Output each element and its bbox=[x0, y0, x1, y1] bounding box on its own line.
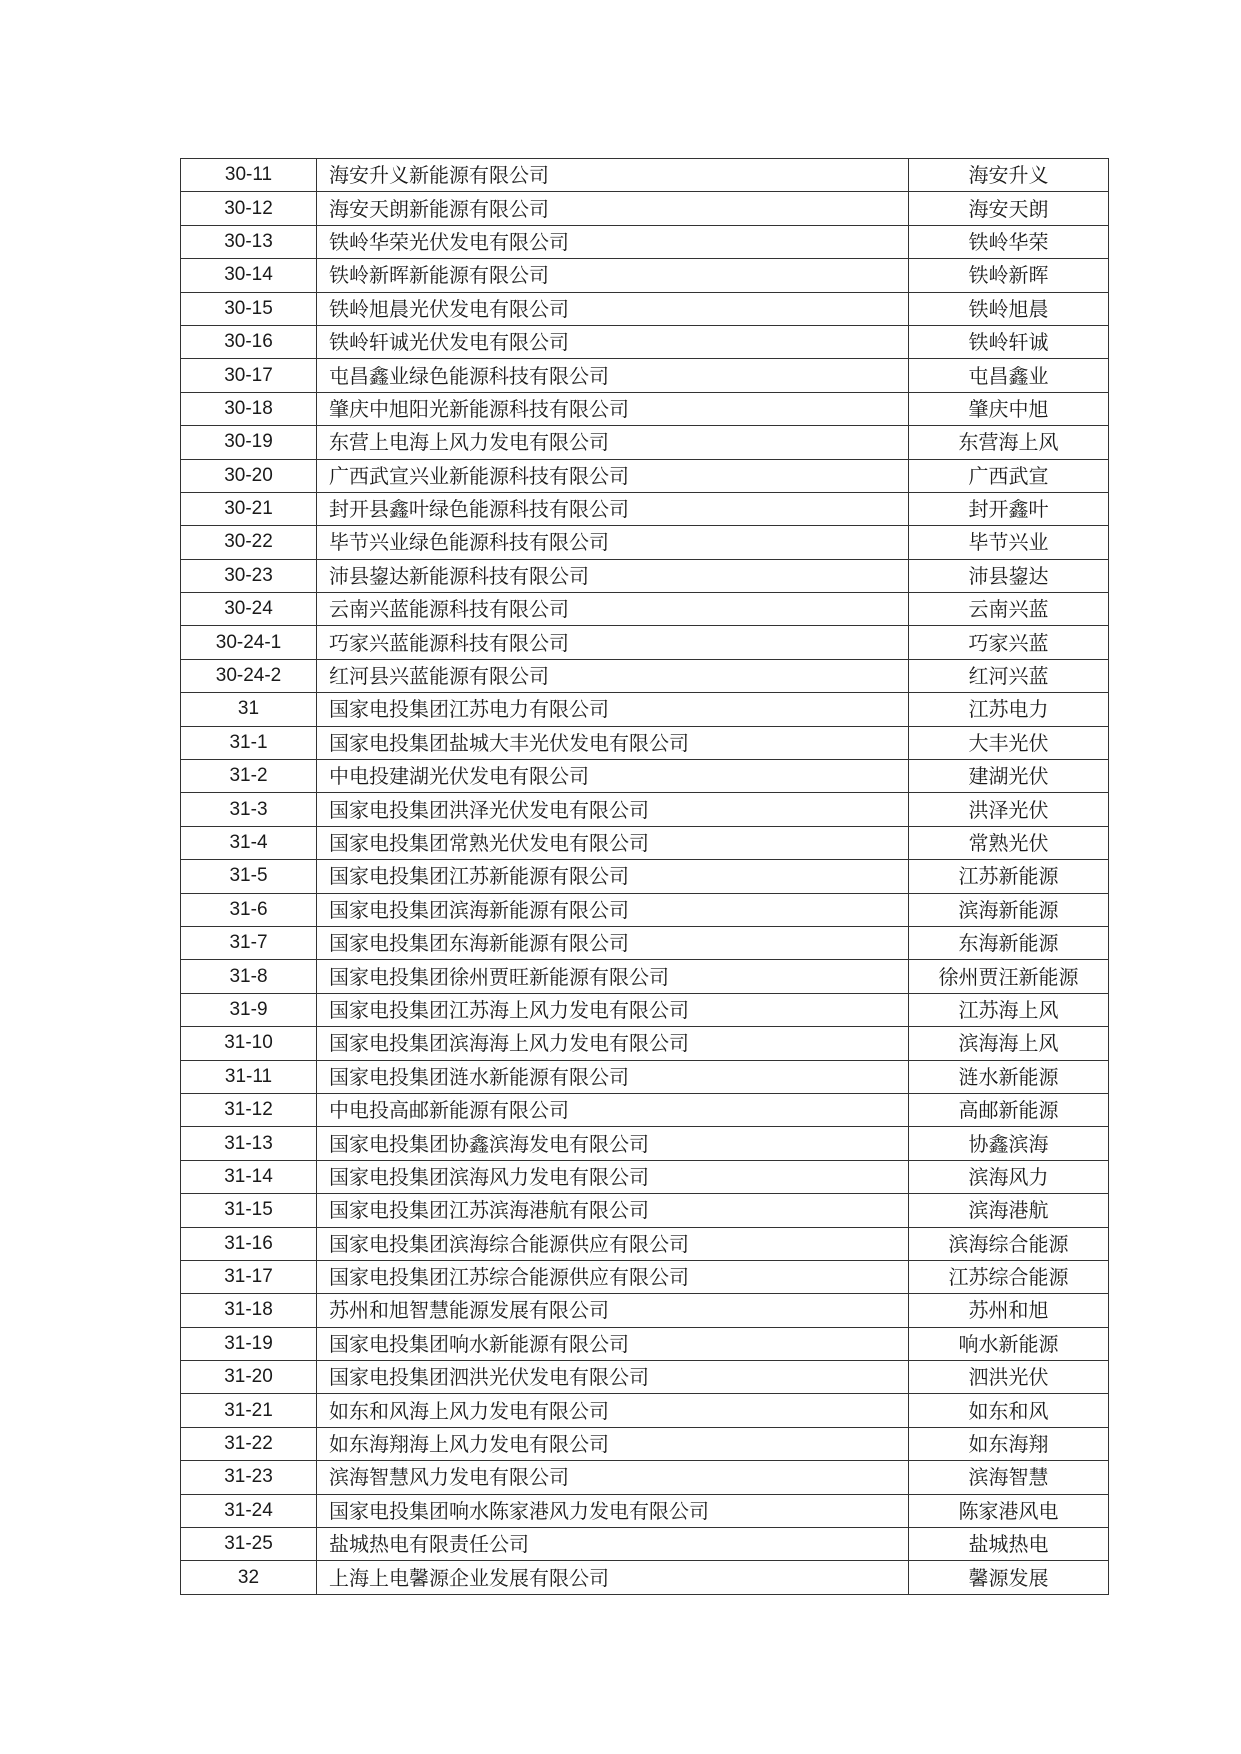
row-number: 30-20 bbox=[181, 459, 317, 492]
company-name: 海安升义新能源有限公司 bbox=[317, 159, 909, 192]
row-number: 31-19 bbox=[181, 1327, 317, 1360]
company-name: 巧家兴蓝能源科技有限公司 bbox=[317, 626, 909, 659]
table-row bbox=[181, 659, 1109, 692]
table-row bbox=[181, 1227, 1109, 1260]
table-row bbox=[181, 225, 1109, 258]
table-row bbox=[181, 1194, 1109, 1227]
short-name: 常熟光伏 bbox=[909, 826, 1109, 859]
row-number: 30-14 bbox=[181, 259, 317, 292]
company-name: 屯昌鑫业绿色能源科技有限公司 bbox=[317, 359, 909, 392]
table-row bbox=[181, 1060, 1109, 1093]
table-row bbox=[181, 192, 1109, 225]
short-name: 铁岭华荣 bbox=[909, 225, 1109, 258]
row-number: 31 bbox=[181, 693, 317, 726]
row-number: 31-7 bbox=[181, 926, 317, 959]
short-name: 如东和风 bbox=[909, 1394, 1109, 1427]
short-name: 广西武宣 bbox=[909, 459, 1109, 492]
table-row bbox=[181, 626, 1109, 659]
company-name: 封开县鑫叶绿色能源科技有限公司 bbox=[317, 492, 909, 525]
row-number: 30-21 bbox=[181, 492, 317, 525]
table-row bbox=[181, 693, 1109, 726]
short-name: 协鑫滨海 bbox=[909, 1127, 1109, 1160]
short-name: 沛县鋆达 bbox=[909, 559, 1109, 592]
table-row bbox=[181, 1260, 1109, 1293]
company-name: 苏州和旭智慧能源发展有限公司 bbox=[317, 1294, 909, 1327]
short-name: 大丰光伏 bbox=[909, 726, 1109, 759]
company-name: 毕节兴业绿色能源科技有限公司 bbox=[317, 526, 909, 559]
row-number: 31-13 bbox=[181, 1127, 317, 1160]
company-name: 国家电投集团泗洪光伏发电有限公司 bbox=[317, 1361, 909, 1394]
short-name: 滨海智慧 bbox=[909, 1461, 1109, 1494]
row-number: 31-18 bbox=[181, 1294, 317, 1327]
company-name: 海安天朗新能源有限公司 bbox=[317, 192, 909, 225]
table-row bbox=[181, 1027, 1109, 1060]
short-name: 肇庆中旭 bbox=[909, 392, 1109, 425]
row-number: 31-20 bbox=[181, 1361, 317, 1394]
company-name: 沛县鋆达新能源科技有限公司 bbox=[317, 559, 909, 592]
row-number: 31-15 bbox=[181, 1194, 317, 1227]
short-name: 滨海港航 bbox=[909, 1194, 1109, 1227]
company-name: 云南兴蓝能源科技有限公司 bbox=[317, 593, 909, 626]
table-row bbox=[181, 492, 1109, 525]
row-number: 30-16 bbox=[181, 325, 317, 358]
short-name: 建湖光伏 bbox=[909, 760, 1109, 793]
short-name: 洪泽光伏 bbox=[909, 793, 1109, 826]
short-name: 涟水新能源 bbox=[909, 1060, 1109, 1093]
table-row bbox=[181, 559, 1109, 592]
company-name: 铁岭轩诚光伏发电有限公司 bbox=[317, 325, 909, 358]
row-number: 30-24 bbox=[181, 593, 317, 626]
company-name: 国家电投集团滨海综合能源供应有限公司 bbox=[317, 1227, 909, 1260]
short-name: 馨源发展 bbox=[909, 1561, 1109, 1594]
company-name: 肇庆中旭阳光新能源科技有限公司 bbox=[317, 392, 909, 425]
company-name: 红河县兴蓝能源有限公司 bbox=[317, 659, 909, 692]
company-name: 国家电投集团涟水新能源有限公司 bbox=[317, 1060, 909, 1093]
company-name: 国家电投集团盐城大丰光伏发电有限公司 bbox=[317, 726, 909, 759]
row-number: 31-22 bbox=[181, 1427, 317, 1460]
table-row bbox=[181, 1461, 1109, 1494]
short-name: 滨海风力 bbox=[909, 1160, 1109, 1193]
row-number: 30-11 bbox=[181, 159, 317, 192]
short-name: 江苏电力 bbox=[909, 693, 1109, 726]
company-name: 国家电投集团协鑫滨海发电有限公司 bbox=[317, 1127, 909, 1160]
row-number: 31-14 bbox=[181, 1160, 317, 1193]
row-number: 31-24 bbox=[181, 1494, 317, 1527]
company-name: 国家电投集团常熟光伏发电有限公司 bbox=[317, 826, 909, 859]
short-name: 响水新能源 bbox=[909, 1327, 1109, 1360]
short-name: 巧家兴蓝 bbox=[909, 626, 1109, 659]
row-number: 31-12 bbox=[181, 1093, 317, 1126]
row-number: 31-21 bbox=[181, 1394, 317, 1427]
company-name: 滨海智慧风力发电有限公司 bbox=[317, 1461, 909, 1494]
short-name: 滨海综合能源 bbox=[909, 1227, 1109, 1260]
table-row bbox=[181, 1561, 1109, 1594]
company-name: 国家电投集团滨海新能源有限公司 bbox=[317, 893, 909, 926]
table-row bbox=[181, 760, 1109, 793]
table-row bbox=[181, 1093, 1109, 1126]
short-name: 徐州贾汪新能源 bbox=[909, 960, 1109, 993]
row-number: 31-23 bbox=[181, 1461, 317, 1494]
table-row bbox=[181, 325, 1109, 358]
row-number: 31-25 bbox=[181, 1528, 317, 1561]
row-number: 31-10 bbox=[181, 1027, 317, 1060]
company-table-body bbox=[181, 159, 1109, 1595]
company-name: 东营上电海上风力发电有限公司 bbox=[317, 426, 909, 459]
table-row bbox=[181, 993, 1109, 1026]
company-name: 中电投高邮新能源有限公司 bbox=[317, 1093, 909, 1126]
row-number: 30-13 bbox=[181, 225, 317, 258]
company-name: 铁岭华荣光伏发电有限公司 bbox=[317, 225, 909, 258]
company-name: 国家电投集团东海新能源有限公司 bbox=[317, 926, 909, 959]
table-row bbox=[181, 960, 1109, 993]
table-row bbox=[181, 1394, 1109, 1427]
company-name: 铁岭旭晨光伏发电有限公司 bbox=[317, 292, 909, 325]
company-name: 国家电投集团滨海海上风力发电有限公司 bbox=[317, 1027, 909, 1060]
row-number: 31-4 bbox=[181, 826, 317, 859]
table-row bbox=[181, 459, 1109, 492]
row-number: 30-17 bbox=[181, 359, 317, 392]
table-row bbox=[181, 292, 1109, 325]
row-number: 30-22 bbox=[181, 526, 317, 559]
table-row bbox=[181, 359, 1109, 392]
short-name: 江苏新能源 bbox=[909, 860, 1109, 893]
company-name: 国家电投集团江苏新能源有限公司 bbox=[317, 860, 909, 893]
table-row bbox=[181, 1361, 1109, 1394]
company-name: 铁岭新晖新能源有限公司 bbox=[317, 259, 909, 292]
table-row bbox=[181, 1127, 1109, 1160]
company-name: 国家电投集团江苏电力有限公司 bbox=[317, 693, 909, 726]
table-row bbox=[181, 793, 1109, 826]
short-name: 滨海新能源 bbox=[909, 893, 1109, 926]
table-row bbox=[181, 726, 1109, 759]
short-name: 如东海翔 bbox=[909, 1427, 1109, 1460]
short-name: 陈家港风电 bbox=[909, 1494, 1109, 1527]
table-row bbox=[181, 1427, 1109, 1460]
table-row bbox=[181, 593, 1109, 626]
row-number: 30-19 bbox=[181, 426, 317, 459]
row-number: 31-1 bbox=[181, 726, 317, 759]
row-number: 30-18 bbox=[181, 392, 317, 425]
company-name: 国家电投集团江苏海上风力发电有限公司 bbox=[317, 993, 909, 1026]
table-row bbox=[181, 1294, 1109, 1327]
table-row bbox=[181, 826, 1109, 859]
short-name: 屯昌鑫业 bbox=[909, 359, 1109, 392]
table-row bbox=[181, 1494, 1109, 1527]
row-number: 31-6 bbox=[181, 893, 317, 926]
row-number: 31-2 bbox=[181, 760, 317, 793]
short-name: 东营海上风 bbox=[909, 426, 1109, 459]
short-name: 铁岭旭晨 bbox=[909, 292, 1109, 325]
short-name: 红河兴蓝 bbox=[909, 659, 1109, 692]
company-name: 国家电投集团响水新能源有限公司 bbox=[317, 1327, 909, 1360]
company-table bbox=[180, 158, 1109, 1595]
short-name: 江苏综合能源 bbox=[909, 1260, 1109, 1293]
row-number: 30-12 bbox=[181, 192, 317, 225]
company-name: 国家电投集团徐州贾旺新能源有限公司 bbox=[317, 960, 909, 993]
table-row bbox=[181, 159, 1109, 192]
table-row bbox=[181, 259, 1109, 292]
company-name: 如东海翔海上风力发电有限公司 bbox=[317, 1427, 909, 1460]
short-name: 海安天朗 bbox=[909, 192, 1109, 225]
short-name: 毕节兴业 bbox=[909, 526, 1109, 559]
company-name: 上海上电馨源企业发展有限公司 bbox=[317, 1561, 909, 1594]
company-name: 盐城热电有限责任公司 bbox=[317, 1528, 909, 1561]
short-name: 高邮新能源 bbox=[909, 1093, 1109, 1126]
table-row bbox=[181, 526, 1109, 559]
company-name: 中电投建湖光伏发电有限公司 bbox=[317, 760, 909, 793]
short-name: 铁岭新晖 bbox=[909, 259, 1109, 292]
row-number: 31-11 bbox=[181, 1060, 317, 1093]
company-name: 广西武宣兴业新能源科技有限公司 bbox=[317, 459, 909, 492]
company-name: 国家电投集团江苏综合能源供应有限公司 bbox=[317, 1260, 909, 1293]
short-name: 盐城热电 bbox=[909, 1528, 1109, 1561]
short-name: 海安升义 bbox=[909, 159, 1109, 192]
short-name: 苏州和旭 bbox=[909, 1294, 1109, 1327]
row-number: 31-8 bbox=[181, 960, 317, 993]
table-row bbox=[181, 1160, 1109, 1193]
short-name: 江苏海上风 bbox=[909, 993, 1109, 1026]
table-row bbox=[181, 1528, 1109, 1561]
row-number: 31-17 bbox=[181, 1260, 317, 1293]
row-number: 30-24-1 bbox=[181, 626, 317, 659]
row-number: 30-15 bbox=[181, 292, 317, 325]
row-number: 31-5 bbox=[181, 860, 317, 893]
table-row bbox=[181, 426, 1109, 459]
short-name: 滨海海上风 bbox=[909, 1027, 1109, 1060]
company-name: 国家电投集团洪泽光伏发电有限公司 bbox=[317, 793, 909, 826]
row-number: 30-23 bbox=[181, 559, 317, 592]
short-name: 东海新能源 bbox=[909, 926, 1109, 959]
short-name: 泗洪光伏 bbox=[909, 1361, 1109, 1394]
company-name: 国家电投集团响水陈家港风力发电有限公司 bbox=[317, 1494, 909, 1527]
company-name: 国家电投集团滨海风力发电有限公司 bbox=[317, 1160, 909, 1193]
row-number: 31-3 bbox=[181, 793, 317, 826]
short-name: 封开鑫叶 bbox=[909, 492, 1109, 525]
row-number: 31-16 bbox=[181, 1227, 317, 1260]
table-row bbox=[181, 926, 1109, 959]
table-row bbox=[181, 860, 1109, 893]
table-row bbox=[181, 1327, 1109, 1360]
table-row bbox=[181, 392, 1109, 425]
row-number: 32 bbox=[181, 1561, 317, 1594]
short-name: 铁岭轩诚 bbox=[909, 325, 1109, 358]
row-number: 31-9 bbox=[181, 993, 317, 1026]
company-name: 如东和风海上风力发电有限公司 bbox=[317, 1394, 909, 1427]
short-name: 云南兴蓝 bbox=[909, 593, 1109, 626]
table-row bbox=[181, 893, 1109, 926]
row-number: 30-24-2 bbox=[181, 659, 317, 692]
company-name: 国家电投集团江苏滨海港航有限公司 bbox=[317, 1194, 909, 1227]
